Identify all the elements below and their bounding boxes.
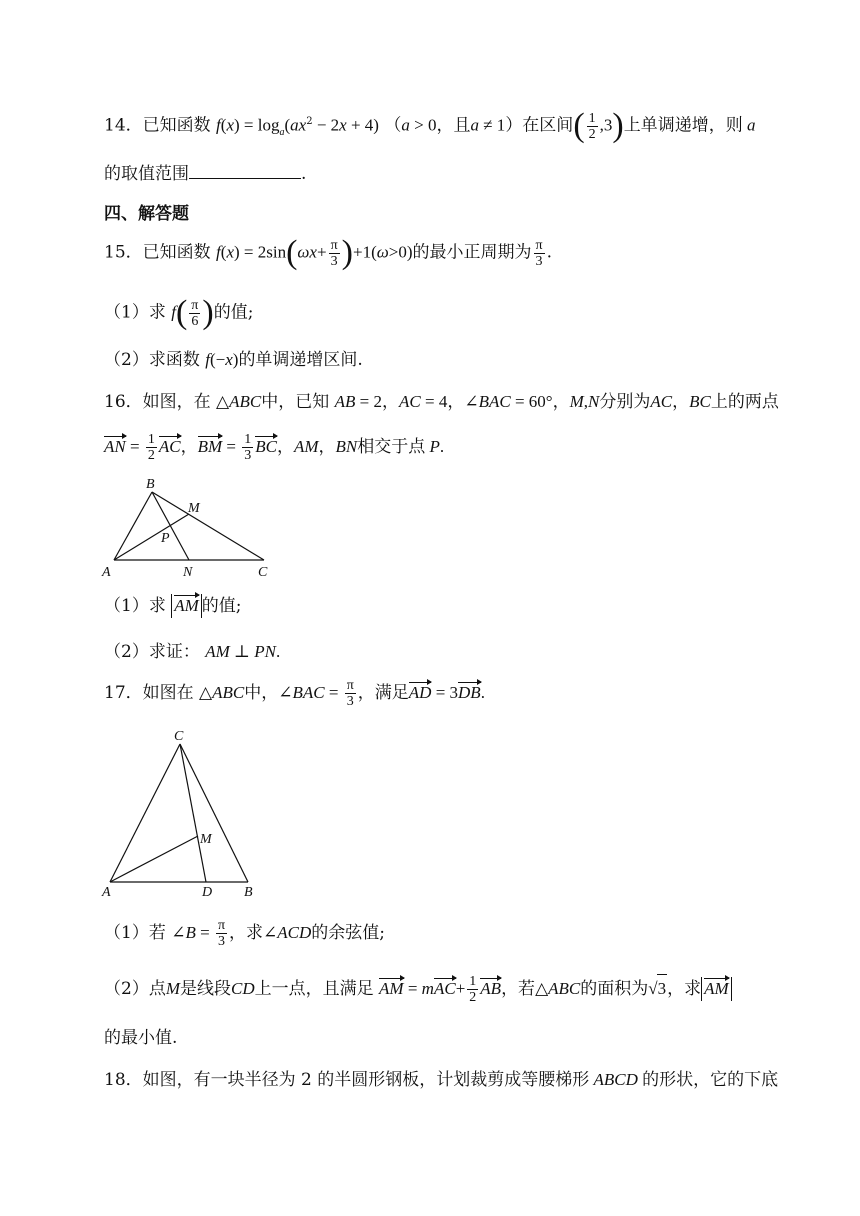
q14-text: . — [301, 164, 307, 184]
q15-text: 的最小正周期为 — [412, 242, 532, 263]
q16-text: 的值; — [201, 596, 242, 616]
q16-part1: （1）求 AM 的值; — [104, 596, 242, 616]
q14-text: ）在区间 — [505, 115, 574, 136]
q18-text: 的形状，它的下底 — [642, 1070, 779, 1090]
q15-number: 15． — [104, 242, 143, 263]
fig-label-m: M — [188, 501, 200, 516]
q17-text: 上一点，且满足 — [254, 979, 374, 999]
q15-part2-label: （2）求函数 — [104, 350, 200, 370]
answer-blank[interactable] — [189, 162, 301, 179]
q17-text: ，求 — [667, 979, 702, 999]
q16-text: 如图，在 — [142, 392, 211, 412]
fig-label-p: P — [161, 531, 170, 546]
q15-text: 的单调递增区间. — [238, 350, 363, 370]
q16-part2-label: （2）求证： — [104, 642, 200, 662]
q15-text: 已知函数 — [142, 242, 211, 263]
fig-label-c: C — [174, 729, 184, 744]
q17-text: 如图在 — [142, 683, 194, 703]
q17-text: ，满足 — [357, 683, 409, 703]
q18-text: 如图，有一块半径为 2 的半圆形钢板，计划裁剪成等腰梯形 — [142, 1070, 590, 1090]
q14-line2 — [104, 160, 306, 188]
q14-text: 的取值范围 — [104, 164, 189, 184]
q16-text: 分别为 — [599, 392, 651, 412]
q17-text: ，若 — [501, 979, 536, 999]
q14-line1: 14．已知函数 $f(x) = \log_a(ax^2 - 2x + 4) (a > 0$，且a ≠ 1）在区间( $\frac{1}{2}$ ,3)上单调递增，则 a — [104, 107, 756, 145]
q17-part1: （1）若 ∠B = $\frac{\pi}{3}$ ，求∠ACD的余弦值; — [104, 918, 386, 949]
q16-part2: （2）求证： AM ⊥ PN. — [104, 642, 281, 662]
fig-label-a: A — [102, 565, 111, 580]
fig-label-b: B — [146, 477, 155, 492]
q16-part1-label: （1）求 — [104, 596, 166, 616]
q16-text: 中，已知 — [261, 392, 330, 412]
q17-text: 的余弦值; — [311, 923, 386, 943]
q15-text: 的值; — [213, 302, 254, 323]
q17-text: 的面积为 — [580, 979, 649, 999]
q16-text: 上的两点 — [710, 392, 779, 412]
q15-part1: （1）求 f( $\frac{\pi}{6}$ )的值; — [104, 294, 254, 331]
triangle-figure-q16 — [100, 476, 280, 584]
q15-part2: （2）求函数 f(−x)的单调递增区间. — [104, 350, 363, 370]
q15-text: . — [546, 242, 552, 263]
q17-number: 17． — [104, 683, 143, 703]
fig-label-m: M — [200, 832, 212, 847]
q14-text: ，且 — [436, 115, 471, 136]
fig-label-a: A — [102, 885, 111, 898]
q17-part2-label: （2）点 — [104, 979, 166, 999]
fig-label-n: N — [183, 565, 193, 580]
q18-line1: 18．如图，有一块半径为 2 的半圆形钢板，计划裁剪成等腰梯形 ABCD 的形状，它的下底 — [104, 1070, 779, 1090]
section-title: 四、解答题 — [104, 204, 189, 224]
q17-text: 中， — [244, 683, 279, 703]
q17-text: 的最小值. — [104, 1028, 178, 1048]
q15-line1: 15．已知函数 f(x) = 2sin(ωx+ $\frac{\pi}{3}$ )+1(ω>0)的最小正周期为 $\frac{\pi}{3}$ . — [104, 234, 552, 271]
q14-text: （ — [384, 115, 402, 136]
q14-text: 上单调递增，则 — [623, 115, 743, 136]
q16-text: 相交于点 — [357, 437, 426, 457]
q17-part2: （2）点M是线段CD上一点，且满足 AM = mAC+ $\frac{1}{2}$ AB，若△ABC的面积为√3，求 AM — [104, 974, 732, 1005]
q14-text: 已知函数 — [142, 115, 211, 136]
q14-number: 14． — [104, 115, 143, 136]
fig-label-b: B — [244, 885, 253, 898]
fig-label-c: C — [258, 565, 268, 580]
q16-line1: 16．如图，在 △ABC中，已知 AB = 2，AC = 4，∠BAC = 60°，M,N分别为AC，BC上的两点 — [104, 392, 779, 412]
q15-part1-label: （1）求 — [104, 302, 166, 323]
q17-line1: 17．如图在 △ABC中，∠BAC = $\frac{\pi}{3}$ ，满足AD = 3DB. — [104, 678, 485, 709]
q18-number: 18． — [104, 1070, 143, 1090]
q17-part2-line2 — [104, 1024, 177, 1052]
q17-text: 是线段 — [180, 979, 231, 999]
q17-text: ，求 — [229, 923, 264, 943]
q16-number: 16． — [104, 392, 143, 412]
q17-part1-label: （1）若 — [104, 923, 166, 943]
fig-label-d: D — [202, 885, 213, 898]
q16-line2: AN = $\frac{1}{2}$ AC，BM = $\frac{1}{3}$ BC，AM，BN相交于点 P. — [104, 432, 445, 463]
triangle-figure-q17 — [100, 726, 270, 898]
